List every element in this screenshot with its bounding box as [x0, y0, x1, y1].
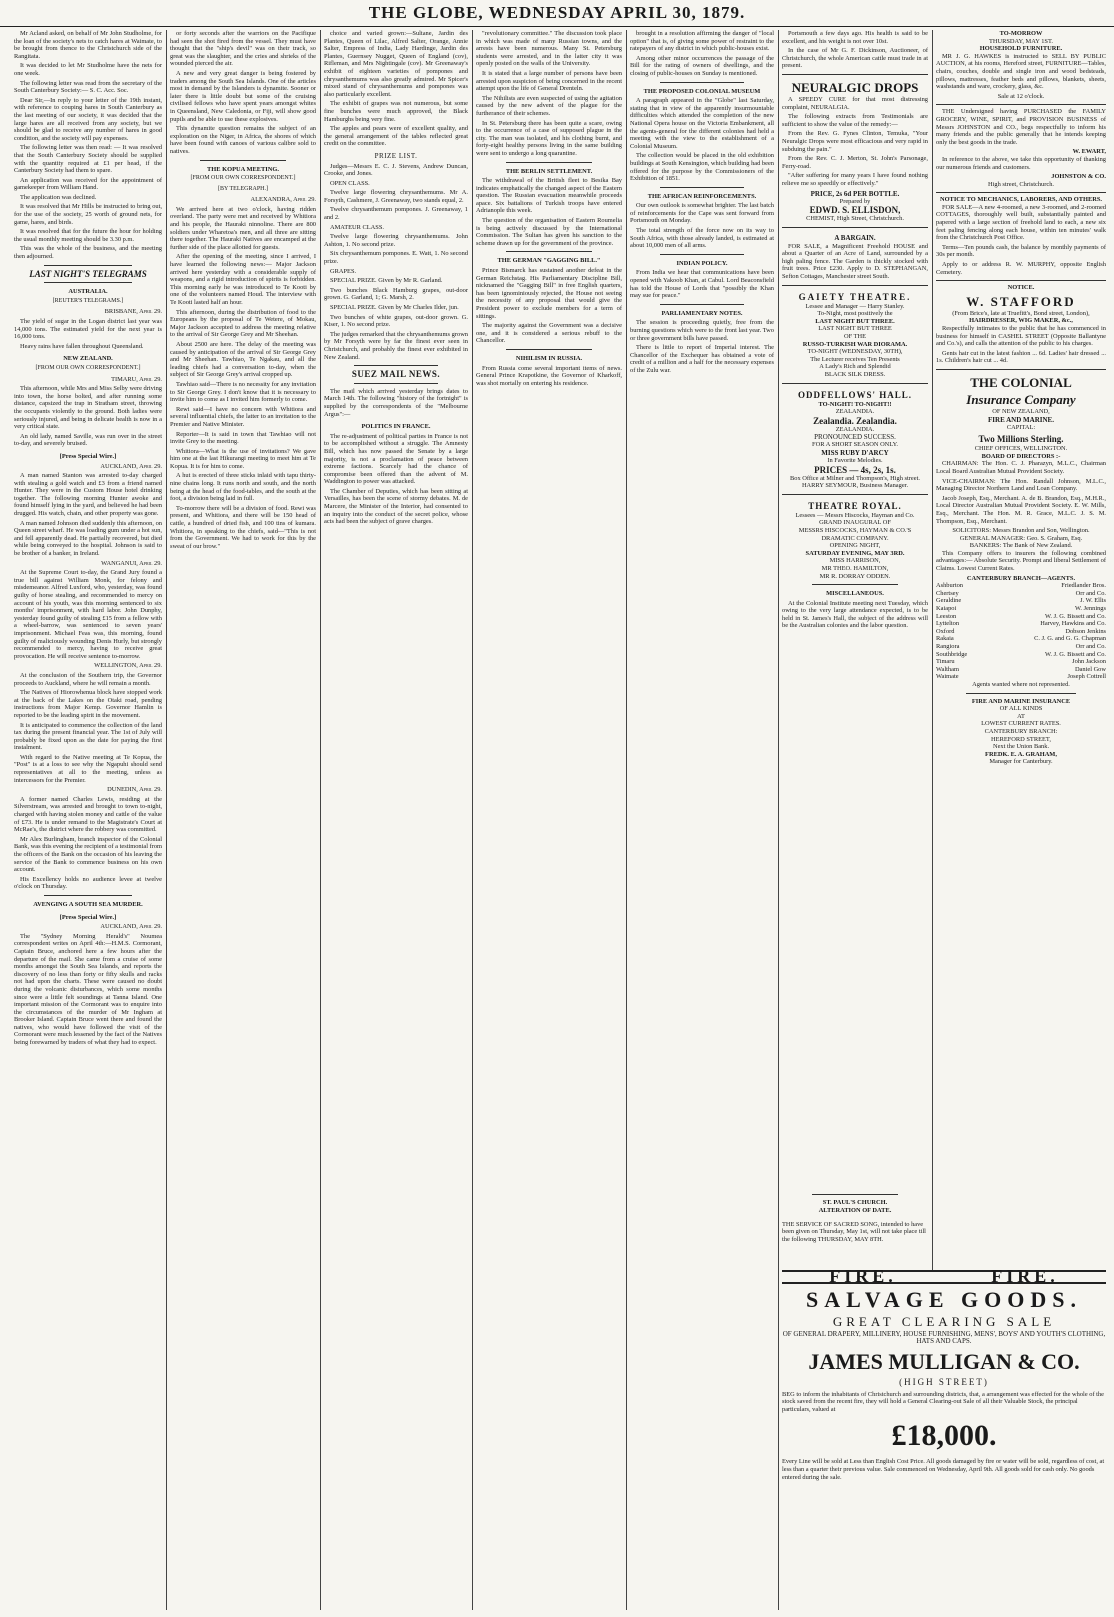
ad-text: "After suffering for many years I have found nothing relieve me so speedily or effectively." — [782, 172, 928, 187]
ad-title: A BARGAIN. — [834, 233, 876, 242]
ad-text: In Favorite Melodies. — [827, 456, 883, 464]
ad-text: PRONOUNCED SUCCESS. — [814, 433, 896, 442]
divider — [812, 1194, 898, 1195]
ad-text: Respectfully intimates to the public that he has commenced in business for himself in CASHEL STREET (Opposite Ballantyne and Co.'s), and calls the attention of the public to his charges. — [936, 325, 1106, 348]
fire-heading — [782, 1270, 1106, 1284]
paragraph: The question of the organisation of Eastern Roumelia is being actively discussed by the International Commission. The Sultan has given his sanction to the scheme drawn up for the government of the province. — [476, 217, 622, 247]
agent-town: Kaiapoi — [936, 605, 957, 613]
stock-value: £18,000. — [891, 1418, 997, 1452]
dateline: BRISBANE, April 29. — [104, 308, 162, 316]
ad-text: In reference to the above, we take this opportunity of thanking our numerous friends and customers. — [936, 155, 1106, 171]
subheading: POLITICS IN FRANCE. — [361, 423, 431, 431]
ad-text: A SPEEDY CURE for that most distressing complaint, NEURALGIA. — [782, 95, 928, 111]
ad-text: Lessee and Manager — Harry Stanley. — [805, 302, 905, 310]
paragraph: At the conclusion of the Southern trip, the Governor proceeds to Auckland, where he will remain a month. — [14, 671, 162, 687]
paragraph: Twelve chrysanthemum pompones. J. Greenaway, 1 and 2. — [324, 206, 468, 222]
ad-text: Prepared by — [839, 197, 871, 205]
divider — [44, 282, 132, 283]
agent-row — [936, 590, 1106, 598]
column-1 — [14, 30, 162, 1610]
ad-text: Apply to or address R. W. MURPHY, opposite English Cemetery. — [936, 261, 1106, 276]
paragraph: choice and varied grown:—Sultane, Jardin des Plantes, Queen of Lilac, Alfred Salter, Orange, Annie Salter, Empress of India, Lady Hardinge, Jardin des Plantes, Guernsey Nugget, Queen of England (cov), Rifleman, and Mrs Nightingale (cov). Mr Greenaway's exhibit of eighteen varieties of pompones and chrysanthemums was also greatly admired. Mr Spicer's mixed stand of chrysanthemums and pompones was also particularly excellent. — [324, 30, 468, 98]
ad-signature: JOHNSTON & CO. — [1051, 173, 1106, 181]
section-heading: THE GERMAN "GAGGING BILL." — [497, 257, 601, 265]
paragraph: A new and very great danger is being fostered by traders among the South Sea Islands. One of the articles most in demand by the Islanders is dynamite. Sooner or later there is little doubt but some of the cruising civilised fellows who have spent years amongst whites in Queensland, New Caledonia, or Fiji, will show good pupils and be able to use these explosives. — [170, 69, 316, 123]
agent-town: Timaru — [936, 658, 955, 666]
paragraph: Mr Acland asked, on behalf of Mr John Studholme, for the loan of the society's nets to catch hares at Waimate, to be brought from thence to the Christchurch side of the Rangitata. — [14, 30, 162, 60]
subheading: [Press Special Wire.] — [59, 913, 117, 921]
paragraph: Among other minor occurrences the passage of the Bill for the rating of owners of dwellings, and the closing of public-houses on Sunday is mentioned. — [630, 54, 774, 77]
clearing-title: GREAT CLEARING SALE — [832, 1313, 1056, 1329]
agent-town: Waimate — [936, 673, 959, 681]
ad-price: PRICES — 4s, 2s, 1s. — [814, 464, 896, 475]
ad-address: CHEMIST, High Street, Christchurch. — [806, 215, 904, 223]
paragraph: Heavy rains have fallen throughout Queensland. — [20, 342, 144, 350]
ad-text: BEG to inform the inhabitants of Christchurch and surrounding districts, that, a arrangement was effected for the whole of the stock saved from the recent fire, they will hold a General Clearing-out Sale of all their Valuable Stock, the principal particulars, valued at — [782, 1390, 1104, 1413]
ad-text: CANTERBURY BRANCH: — [984, 727, 1058, 735]
paragraph: In the case of Mr G. F. Dickinson, Auctioneer, of Christchurch, the whole American cattle must trade in at present. — [782, 47, 928, 70]
paragraph: Portsmouth a few days ago. His health is said to be excellent, and his weight is not over 10st. — [782, 30, 928, 45]
paragraph: It was decided to let Mr Studholme have the nets for one week. — [14, 62, 162, 77]
paragraph: OPEN CLASS. — [330, 179, 370, 187]
dateline: TIMARU, April 29. — [111, 375, 162, 383]
ad-text: THE SERVICE OF SACRED SONG, intended to have been given on Thursday, May 1st, will not take place till the following THURSDAY, MAY 8TH. — [782, 1220, 926, 1243]
ad-title: THE COLONIAL — [970, 374, 1072, 390]
masthead: THE GLOBE, WEDNESDAY APRIL 30, 1879. — [0, 0, 1114, 27]
ad-text: Agents wanted where not represented. — [972, 680, 1070, 688]
goods-list: OF GENERAL DRAPERY, MILLINERY, HOUSE FURNISHING, MENS', BOYS' AND YOUTH'S CLOTHING, HATS AND CAPS. — [782, 1329, 1106, 1346]
paragraph: The Chamber of Deputies, which has been sitting at Versailles, has been the scene of stormy debates. M. de Marcere, the Minister of the Interior, had consented to an inquiry into the conduct of the secret police, whose acts had been the subject of grave charges. — [324, 487, 468, 526]
ad-text: FOR SALE—A new 4-roomed, a new 3-roomed, and 2-roomed COTTAGES, thoroughly well built, substantially painted and papered with a large section of freehold land to each, a new six feet paling fencing along each house, within ten minutes' walk from the Christchurch Post Office. — [936, 203, 1106, 242]
agent-name: Daniel Gow — [1074, 665, 1106, 673]
stafford-hairdresser-ad — [936, 280, 1106, 365]
ad-text: ZEALANDIA. — [835, 408, 875, 416]
agent-name: Joseph Cottrell — [1067, 673, 1106, 681]
ad-text: The Lecturer receives Ten Presents — [810, 355, 900, 363]
paragraph: After the opening of the meeting, since I arrived, I have learned the following news:— Major Jackson arrived here yesterday with a considerable supply of weapons, and a rigid introduction of spirits is forbidden. This morning early he was introduced to Te Kooti by one of the volunteers named Houd. The interview with Te Kooti lasted half an hour. — [170, 253, 316, 306]
agent-town: Oxford — [936, 627, 955, 635]
column-5 — [630, 30, 774, 1610]
ad-price: PRICE, 2s 6d PER BOTTLE. — [810, 189, 900, 198]
subheading: [Press Special Wire.] — [59, 452, 117, 460]
agent-town: Geraldine — [936, 597, 962, 605]
fire-label: FIRE. — [829, 1270, 897, 1286]
paragraph: A man named Johnson died suddenly this afternoon, on Queen street wharf. He was loading gum under a hot sun, and fell apparently dead. He partially recovered, but died while being conveyed to the hospital. Johnson is said to be brother of a banker, in Ireland. — [14, 519, 162, 558]
column-4 — [476, 30, 622, 1610]
ad-title: NOTICE. — [1007, 284, 1035, 292]
column-rule — [626, 30, 627, 1610]
ad-text: ZEALANDIA. — [835, 425, 875, 433]
agent-row — [936, 582, 1106, 590]
agent-row — [936, 628, 1106, 636]
ad-text: CAPITAL: — [1006, 423, 1036, 431]
ad-name: W. STAFFORD — [966, 293, 1076, 309]
ad-text: FOR SALE, a Magnificent Freehold HOUSE and about a Quarter of an Acre of Land, surrounded by a high paling fence. The Garden is thickly stocked with fruit trees. Price £230. Apply to D. STEPHANGAN, Sefton Cottages, Manchester street South. — [782, 242, 928, 281]
ad-text: LOWEST CURRENT RATES. — [981, 720, 1061, 728]
paragraph: Whitiora—What is the use of invitations? We gave him one at the last Hikurangi meeting to meet him at Te Kopua. It is for him to come. — [170, 447, 316, 470]
agent-row — [936, 605, 1106, 613]
ad-text: (From Brice's, late at Truefitt's, Bond street, London), — [952, 309, 1090, 317]
ad-text: LAST NIGHT BUT THREE — [818, 325, 892, 333]
paragraph: The total strength of the force now on its way to South Africa, with those already landed, is estimated at about 10,000 men of all arms. — [630, 227, 774, 250]
ad-text: THE Undersigned having PURCHASED the FAMILY GROCERY, WINE, SPIRIT, and PROVISION BUSINESS of Messrs JOHNSTON and CO., begs respectfully to inform his many friends and the public generally that he intends keeping only the best goods in the trade. — [936, 108, 1106, 146]
dateline: WELLINGTON, April 29. — [94, 662, 162, 670]
agent-row — [936, 643, 1106, 651]
ad-text: Next the Union Bank. — [992, 743, 1050, 751]
agent-name: C. J. G. and G. G. Chapman — [1034, 635, 1106, 643]
agent-name: Friedlander Bros. — [1061, 582, 1106, 590]
agent-row — [936, 597, 1106, 605]
agent-name: Dobson Jenkins — [1065, 627, 1106, 635]
paragraph: We arrived here at two o'clock, having ridden overland. The party were met and received by Whitiora and his people, the Hauraki ninnoline. There are 800 soldiers under Wharetoa's men, and all three are sitting there together. The Hauraki Natives are encamped at the further side of the place allotted for guests. — [170, 205, 316, 251]
ad-text: CANTERBURY BRANCH—AGENTS. — [966, 574, 1076, 582]
divider — [354, 365, 438, 366]
paragraph: SPECIAL PRIZE. Given by Mr Charles Ilder, jun. — [330, 304, 459, 311]
divider — [660, 187, 744, 188]
paragraph: The following letter was then read: — It was resolved that the South Canterbury Society should be supplied with the quantity required at £1 per head, if the Canterbury Society had them to spare. — [14, 144, 162, 175]
agent-row — [936, 666, 1106, 674]
paragraph: His Excellency holds no audience levee at twelve o'clock on Thursday. — [14, 875, 162, 891]
column-rule — [166, 30, 167, 1610]
ad-title: GAIETY THEATRE. — [798, 291, 912, 302]
section-heading: THE BERLIN SETTLEMENT. — [505, 167, 593, 175]
agent-name: J. W. Ellis — [1080, 597, 1106, 605]
ad-text: FOR A SHORT SEASON ONLY. — [812, 441, 898, 449]
paragraph: A hut is erected of three sticks inlaid with tapu thirty-nine chains long. It runs north and south, and the north being at the head of the food-tables, and the south at the foot, a division being laid in full. — [170, 472, 316, 503]
ad-text: THURSDAY, MAY 1ST. — [988, 37, 1054, 45]
ad-text: MR J. G. HAWKES is instructed to SELL BY PUBLIC AUCTION, at his rooms, Hereford street, FURNITURE—Tables, chairs, couches, double and single iron and wood bedsteads, pillows, mattresses, feather beds and pillows, blankets, sheets, washstands and ware, crockery, glass, &c. — [936, 52, 1106, 91]
ad-text: GRAND INAUGURAL OF — [819, 519, 891, 527]
agent-town: Rangiora — [936, 643, 960, 650]
paragraph: The withdrawal of the British fleet to Besika Bay indicates emphatically the changed aspect of the Eastern question. The Russian evacuation meanwhile proceeds apace. Six battalions of Turkish troops have entered Adrianople this week. — [476, 177, 622, 215]
paragraph: At the Colonial Institute meeting next Tuesday, which owing to the very large attendance expected, is to be held in St. James's Hall, the subject of the address will be the Australian colonies and the labor question. — [782, 599, 928, 630]
ad-text: SOLICITORS: Messrs Brandon and Son, Wellington. — [952, 527, 1090, 535]
agent-town: Southbridge — [936, 650, 968, 658]
agent-town: Rakaia — [936, 635, 954, 643]
ad-text: Gents hair cut in the latest fashion ... 6d. Ladies' hair dressed ... 1s. Children's hair cut ... 4d. — [936, 349, 1106, 365]
paragraph: To-morrow there will be a division of food. Rewi was present, and Whitiora, and there will be 150 head of cattle, a hundred of dried fish, and 100 tins of kumara. Whitiora, in speaking to the chiefs, said—"This is not from the Government. We had to work for this by the sweat of our brow." — [170, 504, 316, 550]
paragraph: It was resolved that Mr Hills be instructed to bring out, for the use of the society, 25 worth of ground nets, for game, hares, and birds. — [14, 203, 162, 226]
ad-text: FIRE AND MARINE. — [988, 415, 1054, 424]
paragraph: SPECIAL PRIZE. Given by Mr R. Garland. — [330, 277, 443, 285]
section-heading: SUEZ MAIL NEWS. — [351, 369, 441, 380]
columns-area — [14, 30, 1106, 1610]
section-heading: PRIZE LIST. — [374, 151, 418, 160]
ad-text: TO-NIGHT (WEDNESDAY, 30TH), — [807, 348, 903, 356]
ad-text: The following extracts from Testimonials are sufficient to show the value of the remedy:— — [782, 113, 928, 128]
salvage-title: SALVAGE GOODS. — [806, 1286, 1082, 1312]
paragraph: Two bunches of white grapes, out-door grown. G. Kiser, 1. No second prize. — [324, 313, 468, 329]
bargain-ad — [782, 227, 928, 281]
section-heading: PARLIAMENTARY NOTES. — [661, 309, 743, 317]
subheading: AUSTRALIA. — [68, 288, 108, 296]
section-heading: THE AFRICAN REINFORCEMENTS. — [647, 192, 757, 200]
ad-text: Zealandia. Zealandia. — [813, 415, 897, 426]
ad-text: CHIEF OFFICES, WELLINGTON. — [974, 445, 1068, 453]
ad-text: OF ALL KINDS — [999, 705, 1043, 713]
paragraph: An old lady, named Saville, was run over in the street to-day, and severely bruised. — [14, 432, 162, 448]
ad-text: To-Night, most positively the — [817, 310, 893, 318]
ad-text: CHAIRMAN: The Hon. C. J. Pharazyn, M.L.C., Chairman Local Board Australian Mutual Provident Society. — [936, 460, 1106, 475]
paragraph: The "Sydney Morning Herald's" Noumea correspondent writes on April 4th:—H.M.S. Cormorant, Captain Bruce, anchored here a few hours after the departure of the mail. She came from a cruise of some months amongst the South Sea Islands, and reports the discovery of no less than forty or fifty skulls and racks not had upon the charts. These were caused no doubt during the volcanic disturbances, which some months since were a little felt soundings at Tanna Island. One important mission of the Cormorant was to enquire into the circumstances of the murder of Mr Ingham at Brooker Island. Captain Bruce went there and found the natives, who would have followed the visit of the Cormorant were much lessened by the fact of the Natives being forewarned by traders of what they had to expect. — [14, 932, 162, 1047]
dateline: AUCKLAND, April 29. — [100, 462, 162, 470]
agent-name: John Jackson — [1072, 658, 1106, 666]
paragraph: Reporter—It is said in town that Tawhiao will not invite Grey to the meeting. — [170, 430, 316, 446]
ad-text: Every Line will be sold at Less than English Cost Price. All goods damaged by fire or water will be sold, regardless of cost, at less than a quarter their previous value. Sale commenced on Wednesday, April 9th. All goods sold for cash only. No goods entered during the sale. — [782, 1458, 1105, 1481]
paragraph: The collection would be placed in the old exhibition buildings at South Kensington, which building had been offered for the purpose by the Commissioners of the Exhibition of 1851. — [630, 152, 774, 183]
ad-text: OPENING NIGHT, — [829, 542, 881, 550]
agents-list — [936, 582, 1106, 681]
paragraph: At the Supreme Court to-day, the Grand Jury found a true bill against William Monk, for felony and misdemeanor. Alfred Luxford, who, yesterday, was found guilty of horse stealing, and recommended to mercy on account of his youth, was this morning sentenced to six months' imprisonment, with hard labor. John Dunphy, yesterday found guilty of stealing £15 from a fellow with a wheel-barrow, was sentenced to seven years' imprisonment. Michael Feas was, this morning, found guilty of maliciously wounding Denis Hurly, but strongly recommended to mercy, having to receive great provocation. He will receive sentence to-morrow. — [14, 569, 162, 660]
ad-text: MR R. DORRAY ODDEN. — [819, 572, 891, 580]
ad-text: MISS RUBY D'ARCY — [821, 448, 889, 457]
column-rule — [472, 30, 473, 1610]
ad-text: SATURDAY EVENING, MAY 3RD. — [805, 549, 905, 557]
divider — [506, 349, 592, 350]
paragraph: The Natives of Hiorowhenua block have stopped work at the back of the Lakes on the Otaki road, pending instructions from Major Kemp. Governor Hamlin is reported to be the leading spirit in the movement. — [14, 689, 162, 719]
agent-town: Ashburton — [936, 582, 963, 590]
ad-address: High street, Christchurch. — [987, 180, 1055, 188]
ad-text: Two Millions Sterling. — [978, 434, 1064, 445]
ad-text: GENERAL MANAGER: Geo. S. Graham, Esq. — [959, 534, 1083, 542]
ad-text: Box Office at Milner and Thompson's, High street. — [790, 474, 920, 482]
ad-text: Lessees — Messrs Hiscocks, Hayman and Co. — [795, 511, 915, 519]
theatre-royal-ad — [782, 494, 928, 580]
paragraph: From Russia come several important items of news. General Prince Krapotkine, the Governor of Kharkoff, was shot mortally on entering his residence. — [476, 364, 622, 387]
paragraph: About 2500 are here. The delay of the meeting was caused by anticipation of the arrival of Sir George Grey and Mr Sheehan. Tawhiao, Te Ngakau, and all the leading chiefs had a conversation to-day, when the subject of Sir George Grey's arrival cropped up. — [170, 340, 316, 379]
ad-text: BOARD OF DIRECTORS :- — [981, 452, 1061, 460]
dateline: AUCKLAND, April 29. — [100, 923, 162, 931]
paragraph: Mr Alex Burlingham, branch inspector of the Colonial Bank, was this evening the recipient of a testimonial from the officers of the Bank on the occasion of his leaving the service of the Bank to commence business on his own account. — [14, 835, 162, 874]
ad-text: From the Rev. C. J. Merton, St. John's Parsonage, Ferry-road. — [782, 155, 928, 170]
paragraph: The judges remarked that the chrysanthemums grown by Mr Forsyth were by far the finest ever seen in Christchurch, and probably the finest ever exhibited in New Zealand. — [324, 330, 468, 361]
paragraph: Our own outlook is somewhat brighter. The last batch of reinforcements for the Cape was sent forward from Portsmouth on Monday. — [630, 202, 774, 225]
ad-title: HOUSEHOLD FURNITURE. — [979, 45, 1063, 53]
ad-text: Manager for Canterbury. — [989, 758, 1053, 766]
oddfellows-hall-ad — [782, 383, 928, 490]
agent-row — [936, 673, 1106, 681]
source-note: [FROM OUR OWN CORRESPONDENT.] — [35, 364, 141, 371]
agent-name: W. Jennings — [1074, 605, 1106, 613]
fire-label: FIRE. — [991, 1270, 1059, 1286]
agent-town: Chertsey — [936, 589, 959, 597]
column-2 — [170, 30, 316, 1610]
ad-title: ALTERATION OF DATE. — [818, 1206, 892, 1214]
paragraph: The application was declined. — [20, 193, 97, 201]
ad-title: THEATRE ROYAL. — [808, 500, 902, 511]
gaiety-theatre-ad — [782, 285, 928, 379]
paragraph: Twelve large flowering chrysanthemums. John Ashton, 1. No second prize. — [324, 233, 468, 248]
paragraph: Tawhiao said—There is no necessity for any invitation to Sir George Grey. I don't know that it is necessary to invite him to come as I invited him formerly to come. — [170, 380, 316, 404]
paragraph: The apples and pears were of excellent quality, and the general arrangement of the tables reflected great credit on the committee. — [324, 125, 468, 148]
ewart-grocery-ad — [936, 104, 1106, 188]
paragraph: The re-adjustment of political parties in France is not to be accomplished without a struggle. The Amnesty Bill, which has now passed the Senate by a large majority, is not a proclamation of peace between extreme factions. Scarcely had the chance of compromise been offered than the advent of M. Waddington to power was attacked. — [324, 432, 468, 486]
divider — [660, 254, 744, 255]
paragraph: A paragraph appeared in the "Globe" last Saturday, stating that in view of the apparently insurmountable difficulties which attended the completion of the new National Opera house on the Victoria Embankment, all the agents-general for the different colonies had held a meeting with the view to the establishment of a Colonial Museum. — [630, 97, 774, 150]
paragraph: It was resolved that for the future the hour for holding the usual monthly meeting should be 3.30 p.m. — [14, 228, 162, 243]
paragraph: Rewi said—I have no concern with Whitiora and several influential chiefs, the latter to an invitation to the Premier and Native Minister. — [170, 405, 316, 428]
paragraph: This was the whole of the business, and the meeting then adjourned. — [14, 245, 162, 261]
paragraph: brought in a resolution affirming the danger of "local option" that is, of giving some power of restraint to the ratepayers of any district in which public-houses exist. — [630, 30, 774, 53]
ad-title: ODDFELLOWS' HALL. — [797, 389, 913, 400]
paragraph: AMATEUR CLASS. — [330, 223, 384, 231]
ad-title: NEURALGIC DROPS — [791, 79, 919, 95]
column-3 — [324, 30, 468, 1610]
paragraph: In St. Petersburg there has been quite a scare, owing to the occurrence of a case of supposed plague in the city. The man was isolated, and his clothing burnt, and forty-eight healthy persons living in the same building were sent to undergo a long quarantine. — [476, 119, 622, 157]
paragraph: This dynamite question remains the subject of an exploration on the Niger, in Africa, the shores of which have been found with canoes of various calibre sold to natives. — [170, 125, 316, 155]
paragraph: Prince Bismarck has sustained another defeat in the German Reichstag. His Parliamentary Discipline Bill, nicknamed the "Gagging Bill" in free English quarters, has been ignominiously rejected, the House not seeing the necessity of any proposal that would give the President power to exclude members for a term of sittings. — [476, 267, 622, 320]
ad-text: HARRY SEYMOUR, Business Manager. — [801, 482, 909, 490]
section-heading: MISCELLANEOUS. — [826, 590, 884, 598]
divider — [966, 693, 1076, 694]
paragraph: The mail which arrived yesterday brings dates to March 14th. The following "history of the fortnight" is supplied by the correspondents of the "Melbourne Argus":— — [324, 387, 468, 418]
agent-row — [936, 658, 1106, 666]
subheading: AVENGING A SOUTH SEA MURDER. — [33, 900, 143, 908]
paragraph: "revolutionary committee." The discussion took place in which was made of many Russian towns, and the arrests have been numerous. Many St. Petersburg students were arrested, and in the latter city it was openly posted on the walls of the University. — [476, 30, 622, 68]
section-heading: THE KOPUA MEETING. — [207, 165, 279, 173]
agent-town: Lyttelton — [936, 620, 960, 628]
ad-text: Jacob Joseph, Esq., Merchant. A. de B. Brandon, Esq., M.H.R., Local Director Australian Mutual Provident Society. E. W. Mills, Esq., Merchant. The Hon. M. R. Grace, M.L.C. J. S. M. Thompson, Esq., Merchant. — [936, 494, 1106, 525]
agent-name: Harvey, Hawkins and Co. — [1040, 620, 1106, 628]
ad-title: TO-MORROW — [999, 30, 1043, 37]
ad-name: EDWD. S. ELLISDON, — [809, 205, 901, 216]
paragraph: The following letter was read from the secretary of the South Canterbury Society:— S. C. Acc. Soc. — [14, 79, 162, 95]
paragraph: This afternoon, during the distribution of food to the Europeans by the proposal of Te Wetere, of Mokau, Major Jackson accepted to address the meeting relative to the arrival of Sir George Grey and Mr Sheehan. — [170, 308, 316, 339]
ad-title: NOTICE TO MECHANICS, LABORERS, AND OTHERS. — [939, 196, 1103, 204]
paragraph: An application was received for the appointment of gamekeeper from William Hand. — [14, 176, 162, 192]
section-heading: INDIAN POLICY. — [676, 259, 728, 267]
ad-text: BLACK SILK DRESS. — [824, 371, 886, 378]
paragraph: Twelve large flowering chrysanthemums. Mr A. Forsyth, Cashmere, J. Greenaway, two stands equal, 2. — [324, 189, 468, 204]
agent-town: Leeston — [936, 612, 957, 620]
divider — [812, 584, 898, 585]
dateline: ALEXANDRA, April 29. — [250, 196, 316, 204]
paragraph: It is anticipated to commence the collection of the land tax during the present financial year. The 1st of July will probably be fixed upon as the date for paying the first instalment. — [14, 721, 162, 752]
paragraph: With regard to the Native meeting at Te Kopua, the "Post" is at a loss to see why the Ngapuhi should send representatives at all to the meeting, unless as intercessors for the Premier. — [14, 753, 162, 784]
agent-name: W. J. G. Bissett and Co. — [1044, 650, 1106, 658]
ad-text: BANKERS: The Bank of New Zealand. — [969, 542, 1073, 550]
ad-text: Terms—Ten pounds cash, the balance by monthly payments of 30s per month. — [936, 243, 1106, 259]
dateline: WANGANUI, April 29. — [101, 559, 162, 567]
salvage-goods-ad — [782, 1270, 1106, 1610]
ad-text: From the Rev. G. Fynes Clinton, Temuka, "Your Neuralgic Drops were most efficacious and very rapid in subduing the pain." — [782, 130, 928, 153]
paragraph: Dear Sir,—In reply to your letter of the 19th instant, with reference to couping hares in South Canterbury as the last meeting of our society, it was decided that the large hares are all received from any society, but we should be glad to receive any number of hares in good condition, and the society will pay expenses. — [14, 96, 162, 142]
company-name: JAMES MULLIGAN & CO. — [808, 1348, 1080, 1374]
agent-row — [936, 613, 1106, 621]
agent-name: Orr and Co. — [1075, 643, 1106, 650]
ad-text: MESSRS HISCOCKS, HAYMAN & CO.'S DRAMATIC COMPANY. — [798, 526, 912, 542]
paragraph: GRAPES. — [330, 267, 357, 275]
paragraph: or forty seconds after the warriors on the Pacifique had seen the shot fired from the vessel. They must have thought that the "ship's devil" was on their track, so great was the slaughter, and the cries and shrieks of the wounded pierced the air. — [170, 30, 316, 68]
agent-row — [936, 635, 1106, 643]
paragraph: Two bunches Black Hamburg grapes, out-door grown. G. Garland, 1; G. Marsh, 2. — [324, 286, 468, 302]
dateline: DUNEDIN, April 29. — [107, 786, 162, 794]
divider — [44, 265, 132, 266]
paragraph: From India we hear that communications have been opened with Yakoob Khan, at Cabul. Lord Beaconsfield has told the House of Lords that "possibly the Khan may sue for peace." — [630, 269, 774, 300]
paragraph: The exhibit of grapes was not numerous, but some fine bunches were much approved, the Black Hamburghs being very fine. — [324, 100, 468, 123]
colonial-insurance-ad — [936, 369, 1106, 766]
section-heading: NIHILISM IN RUSSIA. — [515, 354, 583, 362]
paragraph: The Nihilists are even suspected of using the agitation caused by the new advent of the plague for the furtherance of their schemes. — [476, 94, 622, 117]
council-minutes — [14, 30, 162, 261]
ad-text: FIRE AND MARINE INSURANCE — [971, 697, 1071, 705]
mechanics-notice-ad — [936, 192, 1106, 276]
divider — [200, 160, 286, 161]
ad-text: RUSSO-TURKISH WAR DIORAMA. — [802, 340, 908, 348]
paragraph: A man named Stanton was arrested to-day charged with stealing a gold watch and £3 from a friend named Hunter. They were in the Custom House hotel drinking together. The following morning Hunter awoke and found himself lying in the yard, and believed he had been drugged. His watch, chain, and other property was gone. — [14, 472, 162, 518]
column-rule — [778, 30, 779, 1610]
paragraph: The majority against the Government was a decisive one, and it is considered a serious rebuff to the Chancellor. — [476, 322, 622, 345]
source-note: [FROM OUR OWN CORRESPONDENT.] — [190, 175, 296, 182]
paragraph: There is little to report of Imperial interest. The Chancellor of the Exchequer has obtained a vote of credit of a million and a half for the necessary expenses of the Zulu war. — [630, 344, 774, 374]
ad-text: AT — [1017, 712, 1025, 720]
divider — [660, 304, 744, 305]
ad-text: OF NEW ZEALAND, — [992, 407, 1050, 415]
divider — [660, 82, 744, 83]
agent-row — [936, 651, 1106, 659]
divider — [44, 895, 132, 896]
divider — [506, 162, 592, 163]
paragraph: This afternoon, while Mrs and Miss Selby were driving into town, the horse bolted, and after running some distance, capsized the trap in Stratham street, throwing the occupants violently to the ground. Both ladies were seriously injured, and being in delicate health is now in a very critical state. — [14, 385, 162, 431]
ad-text: OF THE — [843, 333, 867, 341]
column-rule — [320, 30, 321, 1610]
paragraph: Judges—Messrs E. C. J. Stevens, Andrew Duncan, Crooke, and Jones. — [324, 162, 468, 178]
source-note: [BY TELEGRAPH.] — [218, 185, 268, 192]
agent-name: W. J. G. Bissett and Co. — [1044, 612, 1106, 620]
ad-text: LAST NIGHT BUT THREE. — [815, 317, 895, 325]
paragraph: A former named Charles Lewis, residing at the Silverstream, was arrested and brought to town to-night, charged with having stolen money and cattle of the value of £73. He is under remand to the Magistrate's Court at McRae's, the district where the robbery was committed. — [14, 795, 162, 834]
ad-text: HAIRDRESSER, WIG MAKER, &c., — [969, 317, 1073, 325]
ad-text: MISS HARRISON, — [829, 557, 881, 565]
company-address: (HIGH STREET) — [899, 1376, 989, 1387]
paragraph: The session is proceeding quietly, free from the burning questions which were to the front last year. Two or three government bills have passed. — [630, 319, 774, 342]
ad-signature: FREDK. E. A. GRAHAM, — [985, 750, 1057, 758]
ad-text: This Company offers to insurers the following combined advantages:— Absolute Security. Prompt and liberal Settlement of Claims. Lowest Current Rates. — [936, 549, 1106, 573]
ad-title: Insurance Company — [966, 391, 1076, 407]
agent-row — [936, 620, 1106, 628]
source-note: [REUTER'S TELEGRAMS.] — [52, 297, 124, 304]
subheading: NEW ZEALAND. — [63, 355, 113, 363]
paragraph: Six chrysanthemum pompones. E. Watt, 1. No second prize. — [324, 250, 468, 266]
ad-text: Sale at 12 o'clock. — [997, 92, 1045, 100]
ad-text: TO-NIGHT! TO-NIGHT!! — [818, 400, 892, 408]
divider — [506, 251, 592, 252]
agent-name: Orr and Co. — [1075, 589, 1106, 597]
ad-signature: W. EWART, — [1072, 148, 1106, 156]
section-heading: LAST NIGHT'S TELEGRAMS — [29, 268, 147, 279]
ad-text: VICE-CHAIRMAN: The Hon. Randall Johnson, M.L.C., Managing Director Northern Land and Loan Company. — [936, 477, 1106, 493]
ad-title: ST. PAUL'S CHURCH. — [822, 1199, 888, 1206]
agent-town: Waltham — [936, 665, 959, 673]
section-heading: THE PROPOSED COLONIAL MUSEUM — [643, 87, 761, 95]
ad-text: A Lady's Rich and Splendid — [819, 363, 891, 371]
divider — [354, 383, 438, 384]
st-pauls-notice — [782, 1190, 928, 1268]
neuralgic-drops-ad — [782, 74, 928, 223]
ad-text: HEREFORD STREET, — [991, 735, 1051, 743]
paragraph: The yield of sugar in the Logan district last year was 14,000 tons. The estimated yield for the next year is 16,000 tons. — [14, 318, 162, 341]
paragraph: It is stated that a large number of persons have been arrested upon suspicion of being concerned in the recent attempt upon the life of General Drenteln. — [476, 69, 622, 93]
ad-text: MR THEO. HAMILTON, — [821, 564, 889, 572]
